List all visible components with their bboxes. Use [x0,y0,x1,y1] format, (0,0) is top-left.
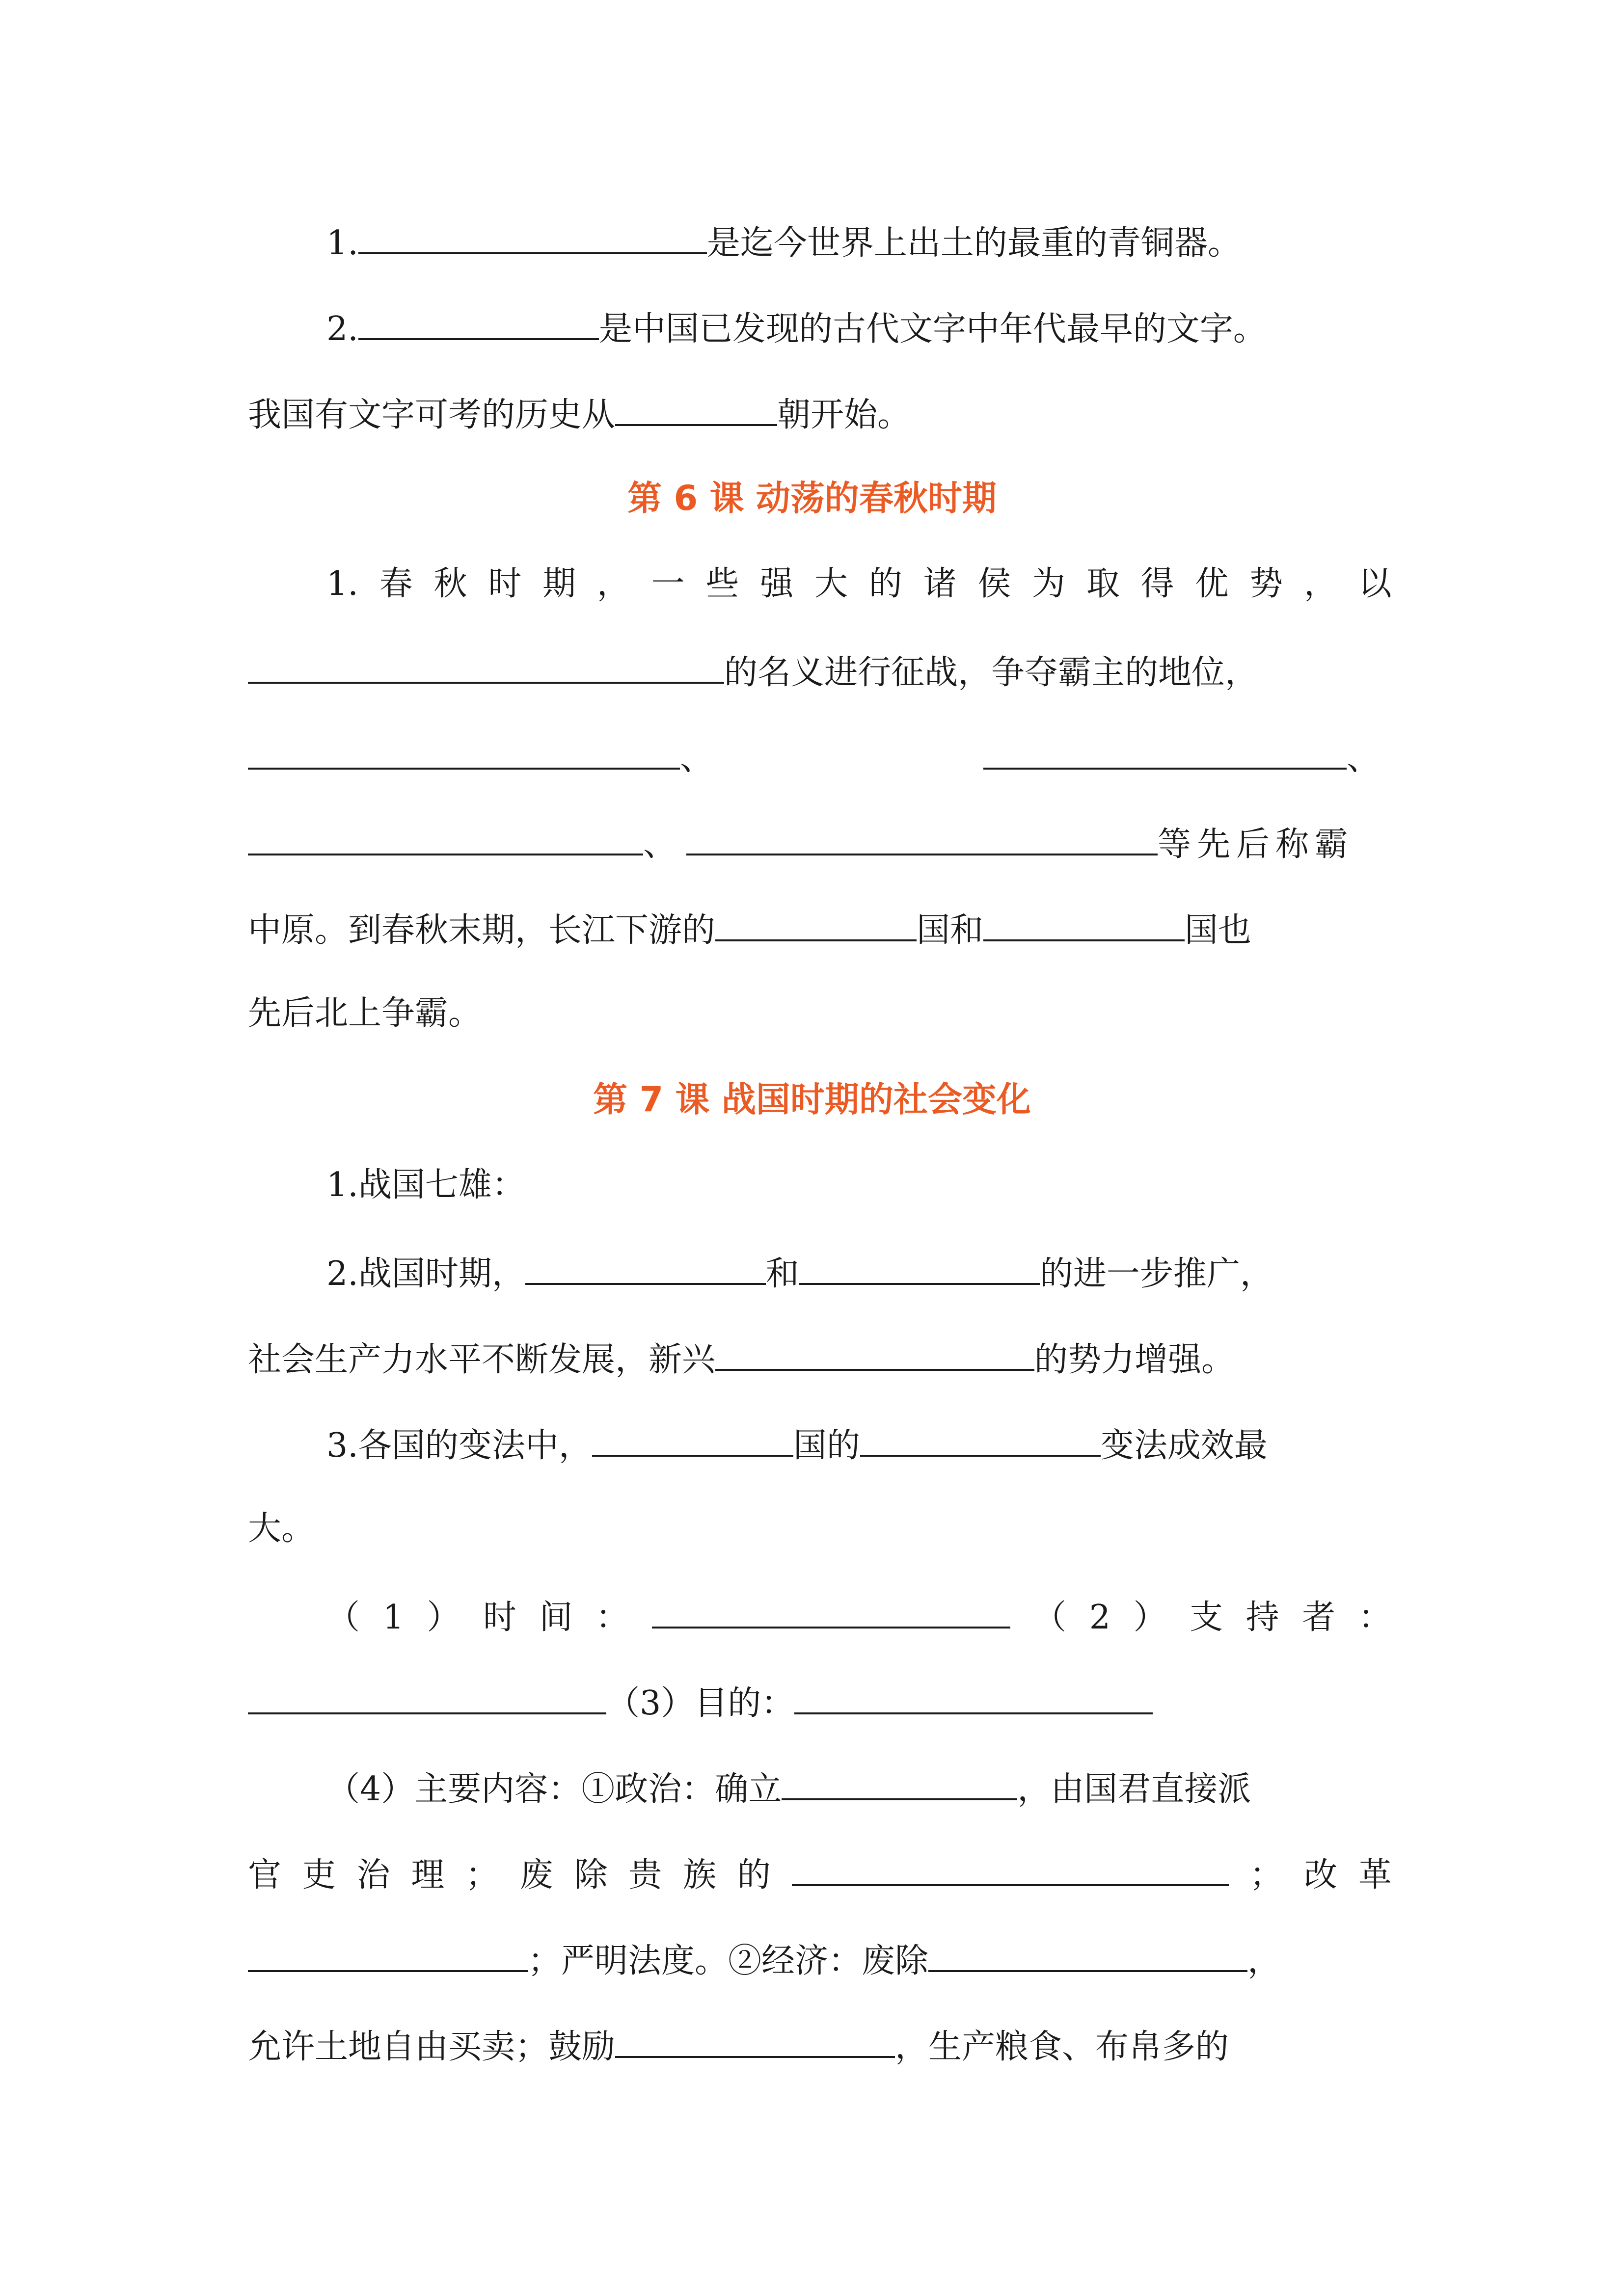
answer-blank[interactable] [792,1848,1229,1886]
l7-q3-part-4-line3 [248,1934,1392,1986]
word: 1 [382,1598,404,1637]
question-text: 朝开始。 [777,396,911,434]
word: （ [1033,1598,1067,1637]
word: 官 [248,1856,282,1895]
answer-blank[interactable] [615,2020,895,2058]
question-text: 允许土地自由买卖；鼓励 [248,2028,616,2066]
answer-blank[interactable] [715,903,917,941]
l7-q3-part-4-line2 [248,1848,1392,1900]
word: 的 [737,1856,771,1895]
question-text: 和 [765,1255,799,1293]
word: 强 [760,564,794,603]
question-text: 国也 [1185,911,1252,950]
question-text: 国的 [793,1426,860,1465]
word: 一 [651,564,685,603]
question-text: 1.战国七雄： [326,1166,525,1204]
word: 为 [1032,564,1066,603]
question-text: 是迄今世界上出土的最重的青铜器。 [706,224,1241,263]
answer-blank[interactable] [248,645,724,684]
separator: 、 [643,825,677,864]
l7-q3-part-4-line4 [248,2020,1392,2072]
separator: 、 [1347,739,1380,778]
question-text: （3）目的： [606,1684,795,1723]
question-number: 2. [326,310,358,348]
l6-question-1-line6 [248,989,1392,1038]
word: 以 [1358,564,1392,603]
answer-blank[interactable] [248,1676,606,1714]
question-text: 等先后称霸 [1158,825,1354,864]
answer-blank[interactable] [983,731,1347,770]
word: 秋 [433,564,467,603]
word: 2 [1089,1598,1110,1637]
answer-blank[interactable] [592,1418,793,1457]
word: 革 [1358,1856,1392,1895]
question-text: 变法成效最 [1100,1426,1268,1465]
answer-blank[interactable] [794,1676,1153,1714]
l5-question-2 [326,302,1407,354]
l7-q3-part-3 [248,1676,1392,1728]
answer-blank[interactable] [615,388,777,426]
question-text: 的名义进行征战，争夺霸主的地位， [724,653,1259,692]
question-text: 中原。到春秋末期，长江下游的 [248,911,716,950]
word: 持 [1245,1598,1279,1637]
answer-blank[interactable] [799,1247,1040,1285]
word: 优 [1195,564,1229,603]
question-text: ， [1247,1942,1281,1980]
word: 势 [1249,564,1283,603]
l6-question-1 [326,560,1392,609]
question-text: （4）主要内容：①政治：确立 [326,1770,782,1809]
question-text: 我国有文字可考的历史从 [248,396,616,434]
word: 支 [1190,1598,1223,1637]
word: 大 [814,564,848,603]
l7-q3-part-4 [326,1762,1470,1814]
word: 时 [483,1598,516,1637]
answer-blank[interactable] [928,1934,1247,1972]
l7-question-1 [326,1161,1470,1210]
word: 得 [1140,564,1174,603]
word: 理 [411,1856,445,1895]
answer-blank[interactable] [860,1418,1101,1457]
word: ； [1249,1856,1283,1895]
word: 治 [356,1856,390,1895]
l5-question-2-cont [248,388,1392,440]
question-text: ；严明法度。②经济：废除 [528,1942,929,1980]
word: （ [326,1598,360,1637]
answer-blank[interactable] [525,1247,766,1285]
answer-blank[interactable] [715,1333,1034,1371]
answer-blank[interactable] [652,1590,1010,1629]
question-text: 的势力增强。 [1034,1340,1235,1379]
question-text: 大。 [248,1509,315,1548]
answer-blank[interactable] [983,903,1185,941]
word: 的 [868,564,902,603]
answer-blank[interactable] [686,817,1158,855]
l7-question-3-line2 [248,1504,1392,1553]
word: 改 [1304,1856,1338,1895]
separator: 、 [680,739,714,778]
word: 取 [1086,564,1120,603]
question-text: 2.战国时期， [326,1255,525,1293]
question-number: 1. [326,224,358,263]
answer-blank[interactable] [248,731,680,770]
word: ） [427,1598,460,1637]
word: 除 [574,1856,608,1895]
word: 期 [542,564,576,603]
question-text: ，由国君直接派 [1017,1770,1251,1809]
l6-question-1-line2 [248,645,1392,697]
word: 春 [379,564,413,603]
answer-blank[interactable] [358,216,707,254]
question-text: ，生产粮食、布帛多的 [895,2028,1229,2066]
l7-q3-parts-1-2 [326,1590,1392,1642]
word: 者 [1302,1598,1336,1637]
question-text: 的进一步推广， [1039,1255,1273,1293]
word: ， [596,564,630,603]
question-text: 是中国已发现的古代文字中年代最早的文字。 [598,310,1267,348]
word: 诸 [923,564,957,603]
word: 间 [539,1598,573,1637]
answer-blank[interactable] [358,302,599,340]
lesson-6-title: 第 6 课 动荡的春秋时期 [627,478,997,518]
word: ： [1358,1598,1392,1637]
l6-question-1-line4 [248,817,1392,869]
word: 族 [683,1856,717,1895]
word: 废 [519,1856,553,1895]
word: ： [595,1598,629,1637]
word: ） [1133,1598,1167,1637]
l5-question-1 [326,216,1392,268]
question-text: 国和 [917,911,984,950]
word: 些 [705,564,739,603]
question-text: 3.各国的变法中， [326,1426,592,1465]
answer-blank[interactable] [782,1762,1017,1800]
word: ， [1303,564,1337,603]
answer-blank[interactable] [248,817,643,855]
question-text: 社会生产力水平不断发展，新兴 [248,1340,716,1379]
word: 侯 [977,564,1011,603]
lesson-7-title: 第 7 课 战国时期的社会变化 [593,1079,1031,1120]
word: 1. [326,564,358,603]
l7-question-2 [326,1247,1470,1299]
word: 吏 [302,1856,336,1895]
word: 贵 [628,1856,662,1895]
l7-question-3 [326,1418,1470,1470]
word: ； [465,1856,499,1895]
l6-question-1-line5 [248,903,1392,955]
l6-question-1-line3 [248,731,1392,783]
word: 时 [488,564,522,603]
answer-blank[interactable] [248,1934,528,1972]
question-text: 先后北上争霸。 [248,994,482,1033]
l7-question-2-line2 [248,1333,1392,1385]
